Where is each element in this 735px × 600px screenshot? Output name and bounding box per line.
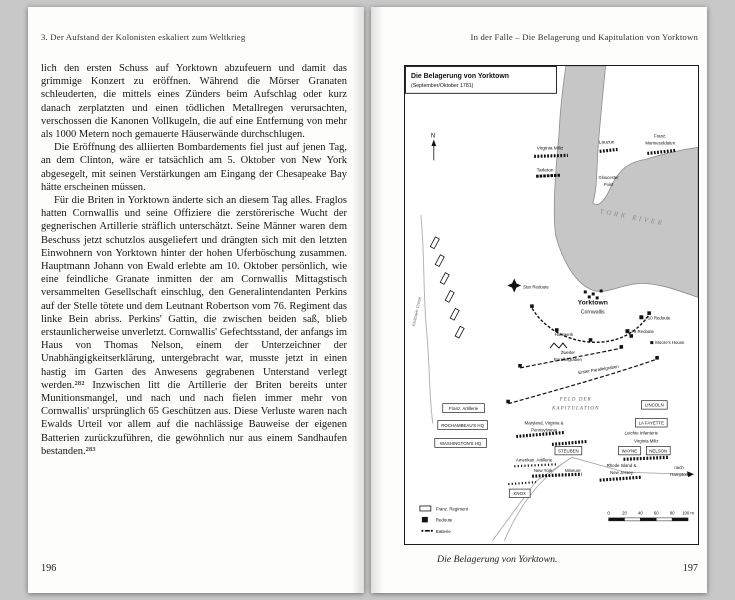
page-number-right: 197 (682, 563, 698, 574)
map-label-wayne: WAYNE (621, 448, 638, 454)
scale-label-20: 20 (622, 510, 627, 516)
map-label-rhode-island-2: New Jersey (610, 470, 633, 476)
map-label-hornwerk: Hornwerk (554, 332, 574, 338)
scale-label-80: 80 (669, 510, 675, 516)
map-label-washington-hq: WASHINGTON'S HQ (439, 440, 482, 446)
map-label-star-redoute: Star Redoute (523, 284, 549, 290)
legend-franz-regiment-label: Franz. Regiment (435, 506, 469, 512)
knox-box (509, 489, 530, 497)
map-label-gloucester-point-2: Point (603, 182, 614, 188)
scale-label-60: 60 (653, 510, 659, 516)
redoute-9-symbol (625, 329, 629, 333)
paragraph-1: lich den ersten Schuss auf Yorktown abzufeuern und damit das grimmige Konzert zu eröffnen. Während die Mörser Granaten schleuderten, die mittels eines Zünders beim Aufschlag oder kurz danach zerplatzten und einen tödlichen Metallregen verursachten, verschossen die Kanonen Vollkugeln, die auf eine Entfernung von mehr als 1000 Metern noch gemauerte Häuserwände durchschlugen. (41, 63, 347, 141)
redoubt-marker (530, 304, 534, 308)
map-label-rhode-island-1: Rhode Island & (606, 463, 637, 469)
map-title: Die Belagerung von Yorktown (410, 72, 510, 80)
map-label-moores-house: Moore's House (655, 340, 685, 346)
map-label-rochambeau-hq: ROCHAMBEAU'S HQ (441, 423, 484, 429)
map-label-franz-artillerie: Franz. Artillerie (449, 406, 479, 412)
legend-batterie-icon (421, 530, 433, 532)
map-label-lincoln: LINCOLN (644, 402, 664, 408)
figure-caption: Die Belagerung von Yorktown. (437, 554, 558, 565)
map-label-gloucester-point-1: Gloucester (598, 175, 619, 181)
legend-redoute-icon (422, 517, 428, 522)
yorktown-buildings (584, 289, 603, 299)
map-scale-bar (607, 510, 694, 520)
legend-batterie-label: Batterie (435, 528, 451, 534)
map-label-redoute-9: #9 Redoute (631, 329, 654, 335)
map-label-york-river: YORK RIVER (599, 208, 665, 228)
paragraph-2: Die Eröffnung des alliierten Bombardements fiel just auf jenen Tag, an dem Clinton, wäre er tatsächlich am 5. Oktober von New York abgesegelt, mit seinen Verstärkungen am Eingang der Chesapeake Bay hätte erscheinen müssen. (41, 142, 347, 193)
map-label-nach-hampton-2: Hampton (670, 472, 688, 478)
hornwerk-symbol (550, 343, 567, 348)
washington-hq-box (435, 438, 487, 447)
map-label-nach-hampton-1: nach (674, 465, 684, 471)
map-frame (404, 65, 699, 545)
rochambeau-hq-box (438, 421, 488, 430)
map-label-la-fayette: LA FAYETTE (638, 420, 664, 426)
map-label-franz-marinesoldaten-1: Franz. (654, 133, 667, 139)
steuben-box (555, 446, 582, 454)
map-label-yorktown: Yorktown (577, 299, 608, 307)
redoubt-marker (620, 345, 624, 349)
map-label-mineure: Mineure (564, 468, 581, 474)
york-river-water (554, 66, 698, 297)
map-label-steuben: STEUBEN (558, 448, 579, 454)
map-label-leichte-infanterie: Leichte Infanterie (624, 430, 659, 436)
scale-label-100: 100 m (682, 510, 694, 516)
map-label-franz-marinesoldaten-2: Marinesoldaten (645, 140, 676, 146)
star-redoute-symbol (507, 279, 521, 293)
redoubt-marker (589, 338, 593, 342)
map-label-amerikan-artillerie: Amerikan. Artillerie (515, 457, 553, 463)
body-text (41, 62, 347, 458)
legend-redoute-label: Redoute (435, 517, 453, 523)
map-label-knox: KNOX (513, 491, 526, 497)
map-label-feld-der-kapitulation-1: FELD DER (559, 397, 592, 403)
map-label-redoute-10: #10 Redoute (645, 315, 671, 321)
map-label-zweiter-parallelgraben-1: Zweiter (560, 350, 576, 356)
redoubt-marker (518, 364, 522, 368)
running-head-right: In der Falle – Die Belagerung und Kapitulation von Yorktown (470, 32, 698, 42)
map-title-box (405, 67, 556, 94)
nelson-box (646, 446, 670, 454)
lauzun-troops (600, 149, 618, 151)
map-label-erster-parallelgraben: Erster Parallelgraben (577, 363, 620, 376)
map-label-maryland-1: Maryland, Virginia & (524, 420, 564, 426)
tarleton-troops (536, 175, 560, 176)
moores-house-symbol (650, 341, 653, 344)
hampton-arrowhead (687, 471, 694, 477)
map-label-zweiter-parallelgraben-2: Parallelgraben (553, 356, 582, 362)
map-legend (420, 506, 469, 534)
yorktown-siege-map (405, 66, 698, 541)
page-number-left: 196 (41, 563, 57, 574)
roads (492, 457, 689, 540)
redoubt-marker (506, 400, 510, 404)
map-label-virginia-miliz-north: Virginia Miliz (536, 146, 564, 152)
paragraph-3: Für die Briten in Yorktown änderte sich an diesem Tag alles. Fraglos hatten Cornwallis und seine Offiziere die zerstörerische Wucht der gegnerischen Artillerie sträflich unterschätzt. Seine Männer waren dem Beschuss jetzt schutzlos ausgeliefert und drängten sich mit den letzten Einwohnern von Yorktown hinter der hohen Uferböschung zusammen. Hauptmann Johann von Ewald erlebte am 10. Oktober persönlich, wie eine feindliche Granate inmitten der am Cornwallis Mittagstisch versammelten Gesellschaft einschlug, den Generalintendanten Perkins auf der Stelle tötete und dem Leutnant Robertson vom 76. Regiment das linke Bein abriss. Perkins' Gattin, die zwischen beiden saß, blieb erstaunlicherweise unverletzt. Cornwallis' Gefechtsstand, der anfangs im Haus von Thomas Nelson, einem der Unterzeichner der Unabhängigkeitserklärung, untergebracht war, musste jetzt in einen hastig im Garten des Anwesens gegrabenen Unterstand verlegt werden.²⁸² Inzwischen litt die Artillerie der Briten bereits unter Munitionsmangel, und nach und nach fielen immer mehr von Cornwallis' ursprünglich 65 Geschützen aus. Diese Verluste waren nach Ewalds Urteil vor allem auf die nachlässige Bauweise der eigenen Batterien zurückzuführen, die gewöhnlich nur aus einem Sandhaufen bestanden.²⁸³ (41, 195, 347, 457)
map-label-virginia-miliz-south: Virginia Miliz (634, 438, 659, 444)
franz-artillerie-box (443, 404, 485, 413)
wayne-box (619, 446, 641, 454)
page-left (28, 7, 364, 593)
scale-label-40: 40 (638, 510, 643, 516)
running-head-left: 3. Der Aufstand der Kolonisten eskaliert zum Weltkrieg (41, 32, 246, 42)
map-label-maryland-2: Pennsylvania (531, 427, 558, 433)
redoute-10-symbol (639, 315, 643, 319)
map-label-lauzun: Lauzun (598, 140, 615, 146)
redoubt-marker (655, 356, 659, 360)
compass-north-icon (431, 134, 436, 161)
compass-n-label: N (430, 133, 436, 140)
la-fayette-box (635, 419, 667, 427)
map-label-cornwallis: Cornwallis (580, 309, 605, 316)
scale-label-0: 0 (607, 510, 610, 516)
map-label-tarleton: Tarleton (536, 168, 554, 174)
page-right (371, 7, 707, 593)
map-label-yorktown-creek: Yorktown Creek (410, 296, 423, 328)
french-regiments-camp (430, 237, 464, 338)
redoubt-marker (629, 334, 633, 338)
map-figure (404, 65, 699, 565)
map-label-feld-der-kapitulation-2: KAPITULATION (552, 406, 600, 412)
legend-franz-regiment-icon (420, 506, 431, 511)
map-label-new-york: New York (533, 468, 553, 474)
map-subtitle: (September/Oktober 1781) (410, 82, 474, 89)
map-label-nelson: NELSON (649, 448, 668, 454)
lincoln-box (641, 401, 667, 409)
